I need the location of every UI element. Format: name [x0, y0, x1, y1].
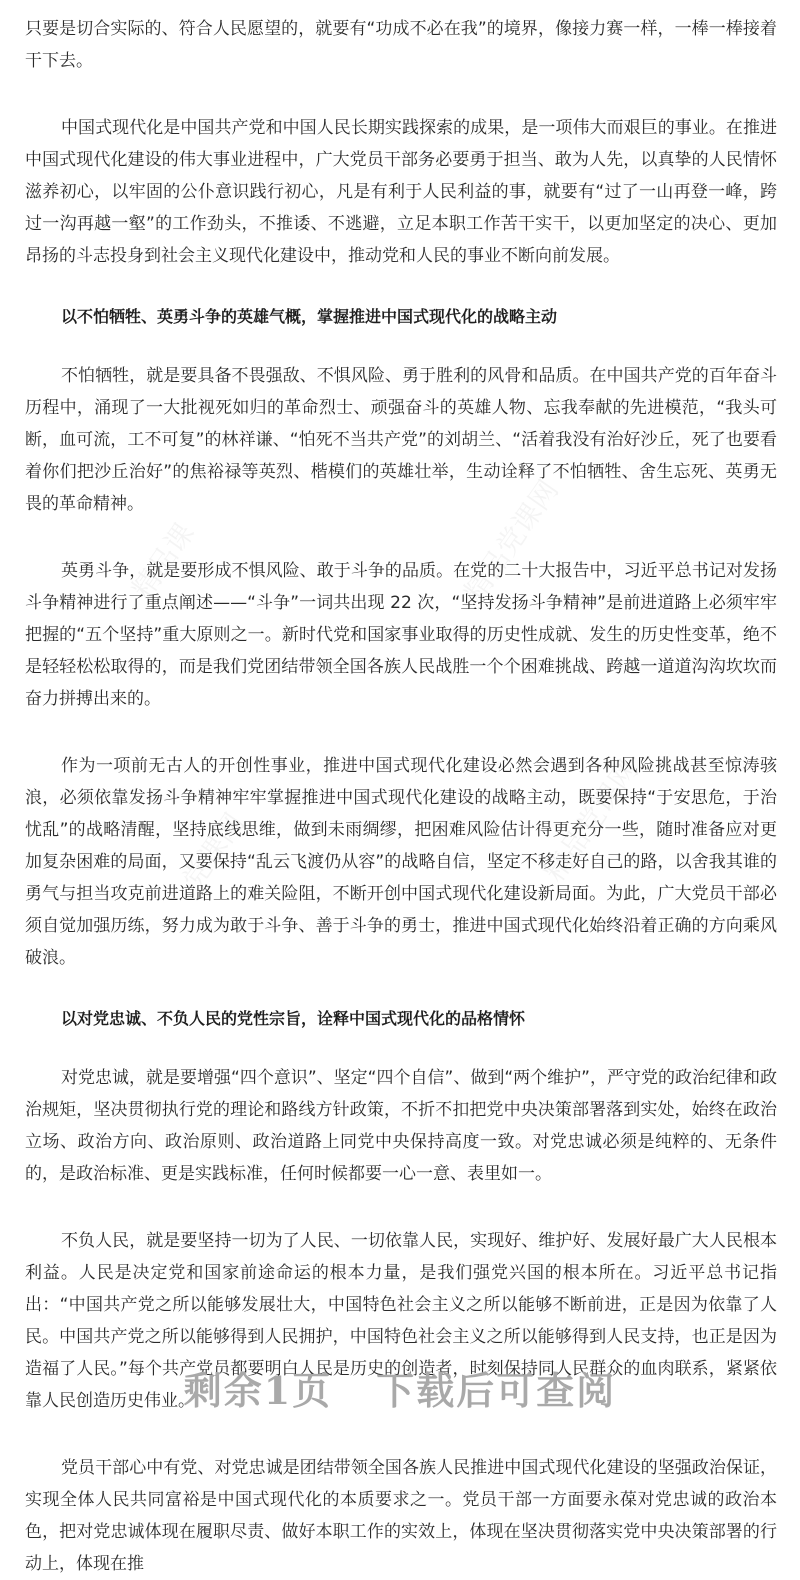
download-prompt-banner[interactable] — [0, 1360, 800, 1415]
watermark-text: 精品党课网 — [457, 474, 565, 608]
paragraph-5: 作为一项前无古人的开创性事业，推进中国式现代化建设必然会遇到各种风险挑战甚至惊涛骇浪，必须依靠发扬斗争精神牢牢掌握推进中国式现代化建设的战略主动，既要保持“于安思危，于治忧乱”的战略清醒，坚持底线思维，做到未雨绸缪，把困难风险估计得更充分一些，随时准备应对更加复杂困难的局面，又要保持“乱云飞渡仍从容”的战略自信，坚定不移走好自己的路，以舍我其谁的勇气与担当攻克前进道路上的难关险阻，不断开创中国式现代化建设新局面。为此，广大党员干部必须自觉加强历练，努力成为敢于斗争、善于斗争的勇士，推进中国式现代化始终沿着正确的方向乘风破浪。 — [25, 756, 777, 968]
download-to-view-label: 下载后可查阅 — [376, 1368, 617, 1413]
paragraph-3: 不怕牺牲，就是要具备不畏强敌、不惧风险、勇于胜利的风骨和品质。在中国共产党的百年奋斗历程中，涌现了一大批视死如归的革命烈士、顽强奋斗的英雄人物、忘我奉献的先进模范，“我头可断，血可流，工不可复”的林祥谦、“怕死不当共产党”的刘胡兰、“活着我没有治好沙丘，死了也要看着你们把沙丘治好”的焦裕禄等英烈、楷模们的英雄壮举，生动诠释了不怕牺牲、舍生忘死、英勇无畏的革命精神。 — [25, 366, 777, 514]
paragraph-2: 中国式现代化是中国共产党和中国人民长期实践探索的成果，是一项伟大而艰巨的事业。在推进中国式现代化建设的伟大事业进程中，广大党员干部务必要勇于担当、敢为人先，以真挚的人民情怀滋养初心，以牢固的公仆意识践行初心，凡是有利于人民利益的事，就要有“过了一山再登一峰，跨过一沟再越一壑”的工作劲头，不推诿、不逃避，立足本职工作苦干实干，以更加坚定的决心、更加昂扬的斗志投身到社会主义现代化建设中，推动党和人民的事业不断向前发展。 — [25, 118, 777, 266]
section-heading-2: 以对党忠诚、不负人民的党性宗旨，诠释中国式现代化的品格情怀 — [61, 1009, 526, 1028]
paragraph-8: 党员干部心中有党、对党忠诚是团结带领全国各族人民推进中国式现代化建设的坚强政治保证，实现全体人民共同富裕是中国式现代化的本质要求之一。党员干部一方面要永葆对党忠诚的政治本色，把对党忠诚体现在履职尽责、做好本职工作的实效上，体现在坚决贯彻落实党中央决策部署的行动上，体现在推 — [25, 1458, 777, 1574]
section-heading-1: 以不怕牺牲、英勇斗争的英雄气概，掌握推进中国式现代化的战略主动 — [61, 307, 558, 326]
remaining-pages-label: 剩余1页 — [183, 1368, 333, 1413]
paragraph-6: 对党忠诚，就是要增强“四个意识”、坚定“四个自信”、做到“两个维护”，严守党的政治纪律和政治规矩，坚决贯彻执行党的理论和路线方针政策，不折不扣把党中央决策部署落到实处，始终在政治立场、政治方向、政治原则、政治道路上同党中央保持高度一致。对党忠诚必须是纯粹的、无条件的，是政治标准、更是实践标准，任何时候都要一心一意、表里如一。 — [25, 1068, 777, 1184]
watermark-text: 精品课 — [125, 516, 201, 605]
watermark-text: 精品党课网 — [537, 754, 645, 888]
paragraph-7: 不负人民，就是要坚持一切为了人民、一切依靠人民，实现好、维护好、发展好最广大人民根本利益。人民是决定党和国家前途命运的根本力量，是我们强党兴国的根本所在。习近平总书记指出：“中国共产党之所以能够发展壮大，中国特色社会主义之所以能够不断前进，正是因为依靠了人民。中国共产党之所以能够得到人民拥护，中国特色社会主义之所以能够得到人民支持，也正是因为造福了人民。”每个共产党员都要明白人民是历史的创造者，时刻保持同人民群众的血肉联系，紧紧依靠人民创造历史伟业。 — [25, 1231, 777, 1411]
watermark-text: 党课网 — [175, 806, 251, 895]
document-body — [25, 0, 777, 1580]
paragraph-1: 只要是切合实际的、符合人民愿望的，就要有“功成不必在我”的境界，像接力赛一样，一棒一棒接着干下去。 — [25, 19, 777, 71]
paragraph-4: 英勇斗争，就是要形成不惧风险、敢于斗争的品质。在党的二十大报告中，习近平总书记对发扬斗争精神进行了重点阐述——“斗争”一词共出现 22 次，“坚持发扬斗争精神”是前进道路上必须牢牢把握的“五个坚持”重大原则之一。新时代党和国家事业取得的历史性成就、发生的历史性变革，绝不是轻轻松松取得的，而是我们党团结带领全国各族人民战胜一个个困难挑战、跨越一道道沟沟坎坎而奋力拼搏出来的。 — [25, 561, 777, 709]
